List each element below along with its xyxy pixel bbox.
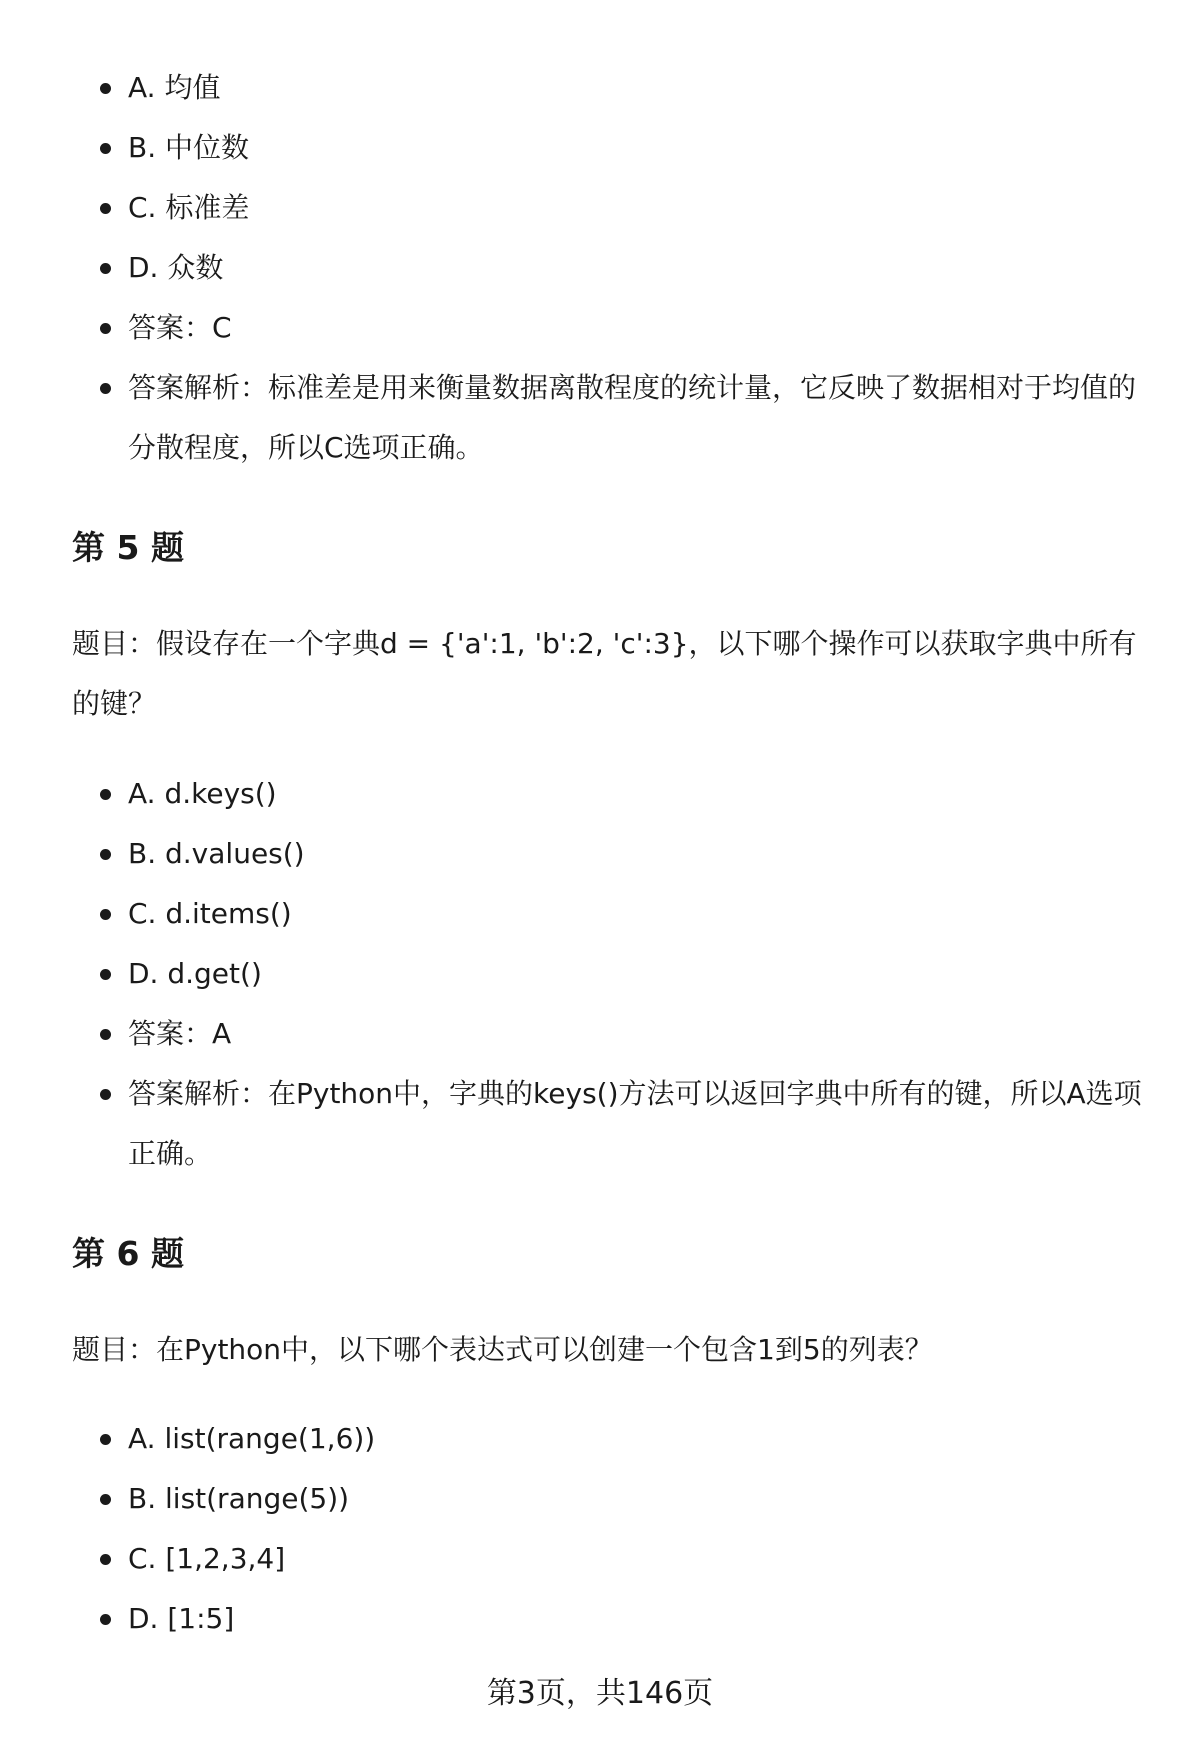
option-b: B. 中位数	[72, 118, 1162, 178]
option-d: D. d.get()	[72, 944, 1162, 1004]
question-5-options	[72, 764, 1162, 1184]
question-5-prompt: 题目：假设存在一个字典d = {'a':1, 'b':2, 'c':3}，以下哪个操作可以获取字典中所有的键？	[72, 627, 1137, 720]
answer: 答案：A	[72, 1004, 1162, 1064]
question-5-heading: 第 5 题	[72, 528, 184, 567]
answer-explanation: 答案解析：在Python中，字典的keys()方法可以返回字典中所有的键，所以A选项正确。	[72, 1064, 1162, 1184]
option-a: A. d.keys()	[72, 764, 1162, 824]
answer: 答案：C	[72, 298, 1162, 358]
option-d: D. [1:5]	[72, 1589, 1162, 1649]
option-a: A. list(range(1,6))	[72, 1409, 1162, 1469]
option-a: A. 均值	[72, 58, 1162, 118]
option-b: B. list(range(5))	[72, 1469, 1162, 1529]
prev-question-options	[72, 58, 1162, 478]
option-d: D. 众数	[72, 238, 1162, 298]
question-6-heading: 第 6 题	[72, 1234, 184, 1273]
question-6-prompt: 题目：在Python中，以下哪个表达式可以创建一个包含1到5的列表？	[72, 1333, 933, 1366]
option-b: B. d.values()	[72, 824, 1162, 884]
option-c: C. d.items()	[72, 884, 1162, 944]
page-number: 第3页，共146页	[486, 1676, 714, 1711]
option-c: C. [1,2,3,4]	[72, 1529, 1162, 1589]
question-6-options	[72, 1409, 1162, 1649]
answer-explanation: 答案解析：标准差是用来衡量数据离散程度的统计量，它反映了数据相对于均值的分散程度，所以C选项正确。	[72, 358, 1162, 478]
option-c: C. 标准差	[72, 178, 1162, 238]
